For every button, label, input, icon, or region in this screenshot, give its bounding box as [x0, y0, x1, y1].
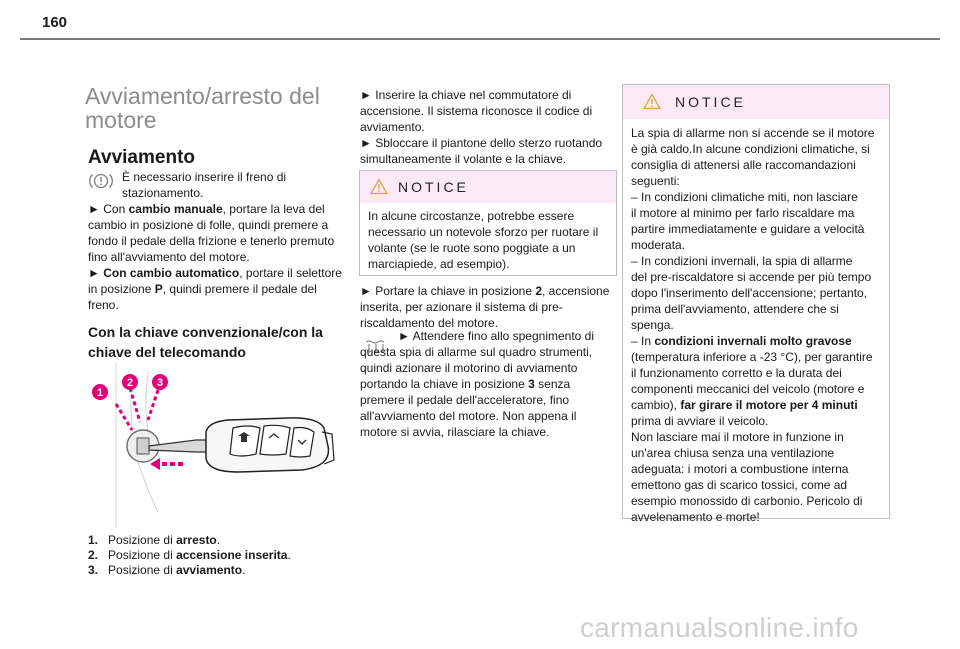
- notice-line: prima dell'avviamento, attendere che si: [631, 302, 839, 316]
- legend-pre: Posizione di: [108, 533, 177, 547]
- warning-triangle-icon: [370, 178, 388, 195]
- legend-item: [88, 548, 338, 563]
- notice-line: componenti meccanici del veicolo (motore e: [631, 382, 865, 396]
- bullet-d-pre: Attendere fino allo spegnimento di questa spia di allarme sul quadro strumenti, quindi azionare il motorino di avviamento portando la chiave in posizione: [360, 329, 595, 391]
- legend-post: .: [242, 563, 246, 577]
- notice-line: partire immediatamente e guidare a velocità: [631, 222, 865, 236]
- legend-pre: Posizione di: [108, 548, 177, 562]
- subsection-heading: Con la chiave convenzionale/con la chiave del telecomando: [88, 324, 323, 360]
- notice-label: NOTICE: [675, 94, 746, 110]
- notice-box-winter: [622, 84, 890, 524]
- l14-bold: condizioni invernali molto gravose: [654, 334, 852, 348]
- notice-line: – In condizioni invernali, la spia di allarme: [631, 254, 853, 268]
- notice-line: spenga.: [631, 318, 674, 332]
- manual-gearbox-instruction: [88, 201, 342, 265]
- bullet-d-post: senza premere il pedale dell'acceleratore, fino all'avviamento del motore. Non appena il motore si avvia, rilasciare la chiave.: [360, 377, 577, 439]
- b2-bold: Con cambio automatico: [103, 266, 240, 280]
- callout-3: 3: [156, 377, 164, 389]
- bullet-arrow-icon: ►: [360, 136, 372, 150]
- b1-post: , portare la leva del cambio in posizione di folle, quindi premere a fondo il pedale della frizione e tenerlo premuto fino all'avviamento del motore.: [88, 202, 335, 264]
- warning-triangle-icon: [643, 93, 661, 110]
- automatic-gearbox-instruction: [88, 265, 342, 313]
- notice-header: [623, 85, 889, 119]
- bullet-b-text: Sbloccare il piantone dello sterzo ruotando simultaneamente il volante e la chiave.: [360, 136, 603, 166]
- wait-instruction: [360, 328, 614, 440]
- legend-num: 2.: [88, 548, 99, 562]
- watermark: carmanualsonline.info: [580, 612, 859, 643]
- b1-bold: cambio manuale: [128, 202, 223, 216]
- bullet-arrow-icon: ►: [88, 266, 100, 280]
- legend-post: .: [287, 548, 291, 562]
- bullet-arrow-icon: ►: [360, 284, 372, 298]
- top-divider: [20, 38, 940, 40]
- notice-line: il funzionamento corretto e la durata dei: [631, 366, 842, 380]
- notice-line: [631, 397, 889, 413]
- notice-line: avvelenamento e morte!: [631, 510, 760, 524]
- bullet-c-pre: Portare la chiave in posizione: [375, 284, 536, 298]
- notice-header: [360, 171, 616, 203]
- notice-line: consiglia di attenersi alle raccomandazioni: [631, 158, 856, 172]
- notice-line: un'area chiusa senza una ventilazione: [631, 446, 835, 460]
- notice-line: seguenti:: [631, 174, 680, 188]
- parking-brake-warning-icon: [88, 171, 114, 191]
- bullet-arrow-icon: ►: [398, 329, 410, 343]
- legend-item: [88, 533, 338, 548]
- notice-line: del pre-riscaldatore si accende per più tempo: [631, 270, 872, 284]
- bullet-d-bold: 3: [528, 377, 535, 391]
- key-ignition-illustration: [88, 362, 340, 528]
- legend-bold: arresto: [176, 533, 217, 547]
- bullet-arrow-icon: ►: [360, 88, 372, 102]
- l18-bold: far girare il motore per 4 minuti: [680, 398, 858, 412]
- bullet-c-post: , accensione inserita, per azionare il sistema di pre-riscaldamento del motore.: [360, 284, 610, 330]
- notice-line: Non lasciare mai il motore in funzione in: [631, 430, 844, 444]
- l14-pre: – In: [631, 334, 655, 348]
- notice-line: adeguata: i motori a combustione interna: [631, 462, 849, 476]
- notice-line: La spia di allarme non si accende se il motore: [631, 126, 875, 140]
- b2-post: , quindi premere il pedale del freno.: [88, 282, 317, 312]
- notice-line: esempio monossido di carbonio. Pericolo di: [631, 494, 863, 508]
- notice-line: [631, 333, 889, 349]
- legend-bold: avviamento: [176, 563, 243, 577]
- notice-line: emettono gas di scarico tossici, come ad: [631, 478, 848, 492]
- bullet-arrow-icon: ►: [88, 202, 100, 216]
- notice-text: In alcune circostanze, potrebbe essere necessario un notevole sforzo per ruotare il volante (se le ruote sono poggiate a un marciapiede, ad esempio).: [368, 209, 599, 271]
- legend: [88, 533, 338, 578]
- notice-box-steering: [359, 170, 617, 276]
- callout-2: 2: [126, 377, 134, 389]
- insert-key-instruction: [360, 87, 610, 167]
- notice-line: è già caldo.In alcune condizioni climatiche, si: [631, 142, 870, 156]
- page-title: Avviamento/arresto del motore: [85, 83, 320, 133]
- notice-line: il motore al minimo per farlo riscaldare ma: [631, 206, 855, 220]
- notice-line: moderata.: [631, 238, 686, 252]
- notice-line: – In condizioni climatiche miti, non lasciare: [631, 190, 858, 204]
- bullet-a-text: Inserire la chiave nel commutatore di accensione. Il sistema riconosce il codice di avviamento.: [360, 88, 593, 134]
- legend-num: 1.: [88, 533, 99, 547]
- notice-line: (temperatura inferiore a -23 °C), per garantire: [631, 350, 873, 364]
- legend-post: .: [216, 533, 221, 547]
- legend-bold: accensione inserita: [176, 548, 288, 562]
- callout-1: 1: [96, 387, 104, 399]
- page-number: 160: [42, 14, 68, 31]
- notice-line: prima di avviare il veicolo.: [631, 414, 769, 428]
- notice-body: [623, 119, 889, 525]
- section-heading: Avviamento: [88, 147, 195, 168]
- notice-line: dopo l'inserimento dell'accensione; pertanto,: [631, 286, 868, 300]
- b2-p: P: [154, 282, 163, 296]
- b2-mid: , portare il selettore in posizione: [88, 266, 342, 296]
- notice-label: NOTICE: [398, 179, 469, 195]
- legend-pre: Posizione di: [108, 563, 177, 577]
- l18-pre: cambio),: [631, 398, 681, 412]
- legend-item: [88, 563, 338, 578]
- bullet-c-bold: 2: [535, 284, 543, 298]
- preheat-instruction: [360, 283, 612, 331]
- legend-num: 3.: [88, 563, 99, 577]
- parking-brake-note: È necessario inserire il freno di stazionamento.: [122, 170, 287, 200]
- b1-pre: Con: [103, 202, 129, 216]
